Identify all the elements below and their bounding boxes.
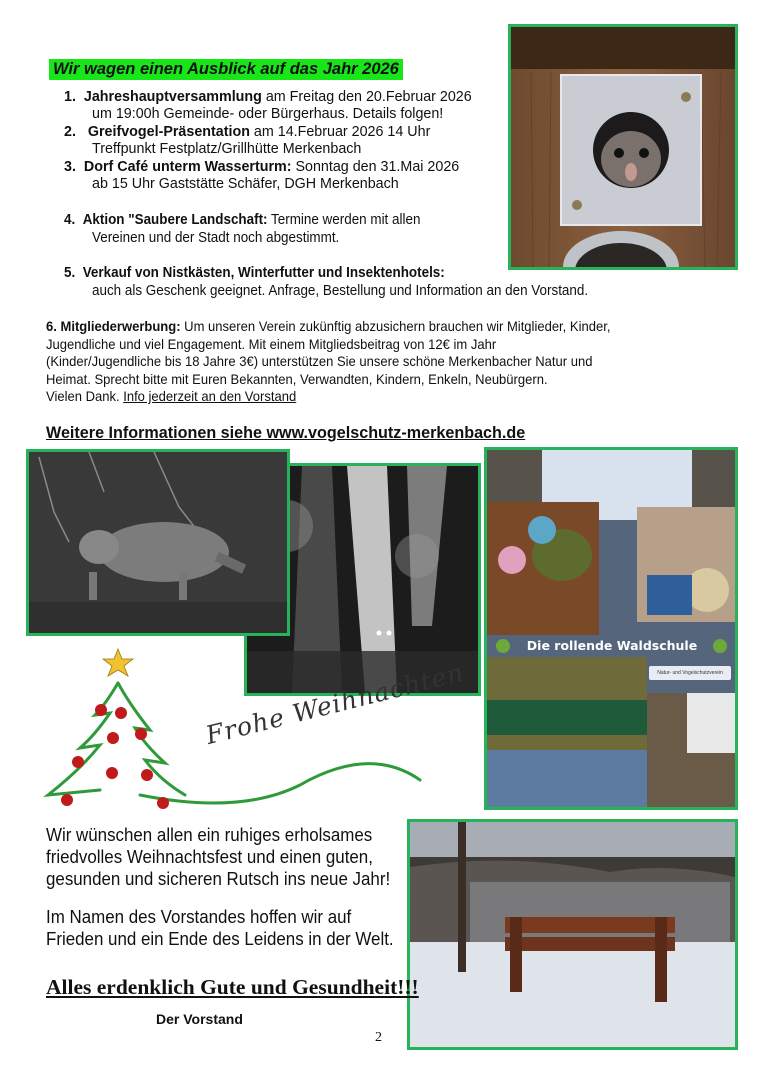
event-num: 1. [64,89,76,105]
membership-line: Jugendliche und viel Engagement. Mit einem Mitgliedsbeitrag von 12€ im Jahr [46,335,497,352]
wish-line: Wir wünschen allen ein ruhiges erholsames [46,825,373,845]
wish-line: friedvolles Weihnachtsfest und einen guten, [46,847,373,867]
event-detail: um 19:00h Gemeinde- oder Bürgerhaus. Details folgen! [92,106,444,122]
membership-line: (Kinder/Jugendliche bis 18 Jahre 3€) unterstützen Sie unsere schöne Merkenbacher Natur und [46,353,593,369]
event-text: am 14.Februar 2026 14 Uhr [249,124,431,140]
winter-bench-image [410,822,735,1047]
waldschule-photo [484,447,738,810]
event-num: 5. [64,265,76,281]
wildcat-image [29,452,287,633]
event-num: 3. [64,159,76,175]
event-item-1 [64,89,472,106]
closing-text: Alles erdenklich Gute und Gesundheit!!! [46,975,419,999]
event-title: Jahreshauptversammlung [83,89,262,105]
membership-line: Heimat. Sprecht bitte mit Euren Bekannten, Verwandten, Kindern, Enkeln, Neubürgern. [46,370,548,387]
waldschule-title: Die rollende Waldschule [526,638,698,653]
wishes-paragraph-2 [46,906,394,950]
wishes-paragraph-1 [46,824,390,890]
event-num: 4. [64,212,76,228]
xmas-greeting: Frohe Weihnachten [202,657,467,750]
page-number: 2 [375,1030,382,1045]
event-title: Dorf Café unterm Wasserturm: [83,159,292,175]
event-title: Greifvogel-Präsentation [87,124,250,140]
info-link[interactable]: Info jederzeit an den Vorstand [123,388,297,404]
event-text: Termine werden mit allen [267,212,421,228]
event-item-5 [64,265,445,282]
signature: Der Vorstand [156,1011,243,1027]
event-text: am Freitag den 20.Februar 2026 [261,89,472,105]
thanks-text: Vielen Dank. [46,388,124,404]
event-item-2 [64,124,430,141]
event-title: Aktion "Saubere Landschaft: [82,212,268,228]
event-detail: ab 15 Uhr Gaststätte Schäfer, DGH Merkenbach [92,176,399,192]
dormouse-photo [508,24,738,270]
wildcat-photo [26,449,290,636]
event-item-4 [64,212,420,229]
event-title: Verkauf von Nistkästen, Winterfutter und Insektenhotels: [82,265,445,281]
waldschule-collage-image [487,450,735,807]
waldschule-tag: Natur- und Vogelschutzverein [657,670,723,676]
wish-line: Frieden und ein Ende des Leidens in der Welt. [46,929,394,949]
membership-title: 6. Mitgliederwerbung: [46,318,181,334]
website-link[interactable]: Weitere Informationen siehe www.vogelschutz-merkenbach.de [46,423,526,442]
event-text: Sonntag den 31.Mai 2026 [291,159,460,175]
membership-paragraph [46,318,736,406]
winter-bench-photo [407,819,738,1050]
event-detail: auch als Geschenk geeignet. Anfrage, Bestellung und Information an den Vorstand. [92,283,589,299]
dormouse-nestbox-image [511,27,735,267]
event-detail: Treffpunkt Festplatz/Grillhütte Merkenbach [92,141,362,157]
wish-line: gesunden und sicheren Rutsch ins neue Jahr! [46,869,391,889]
event-item-3 [64,159,459,176]
event-detail: Vereinen und der Stadt noch abgestimmt. [92,230,340,246]
membership-line: Um unseren Verein zukünftig abzusichern brauchen wir Mitglieder, Kinder, [180,318,611,334]
christmas-graphic [40,645,467,820]
headline: Wir wagen einen Ausblick auf das Jahr 2026 [49,59,403,80]
event-num: 2. [64,124,76,140]
wish-line: Im Namen des Vorstandes hoffen wir auf [46,907,352,927]
